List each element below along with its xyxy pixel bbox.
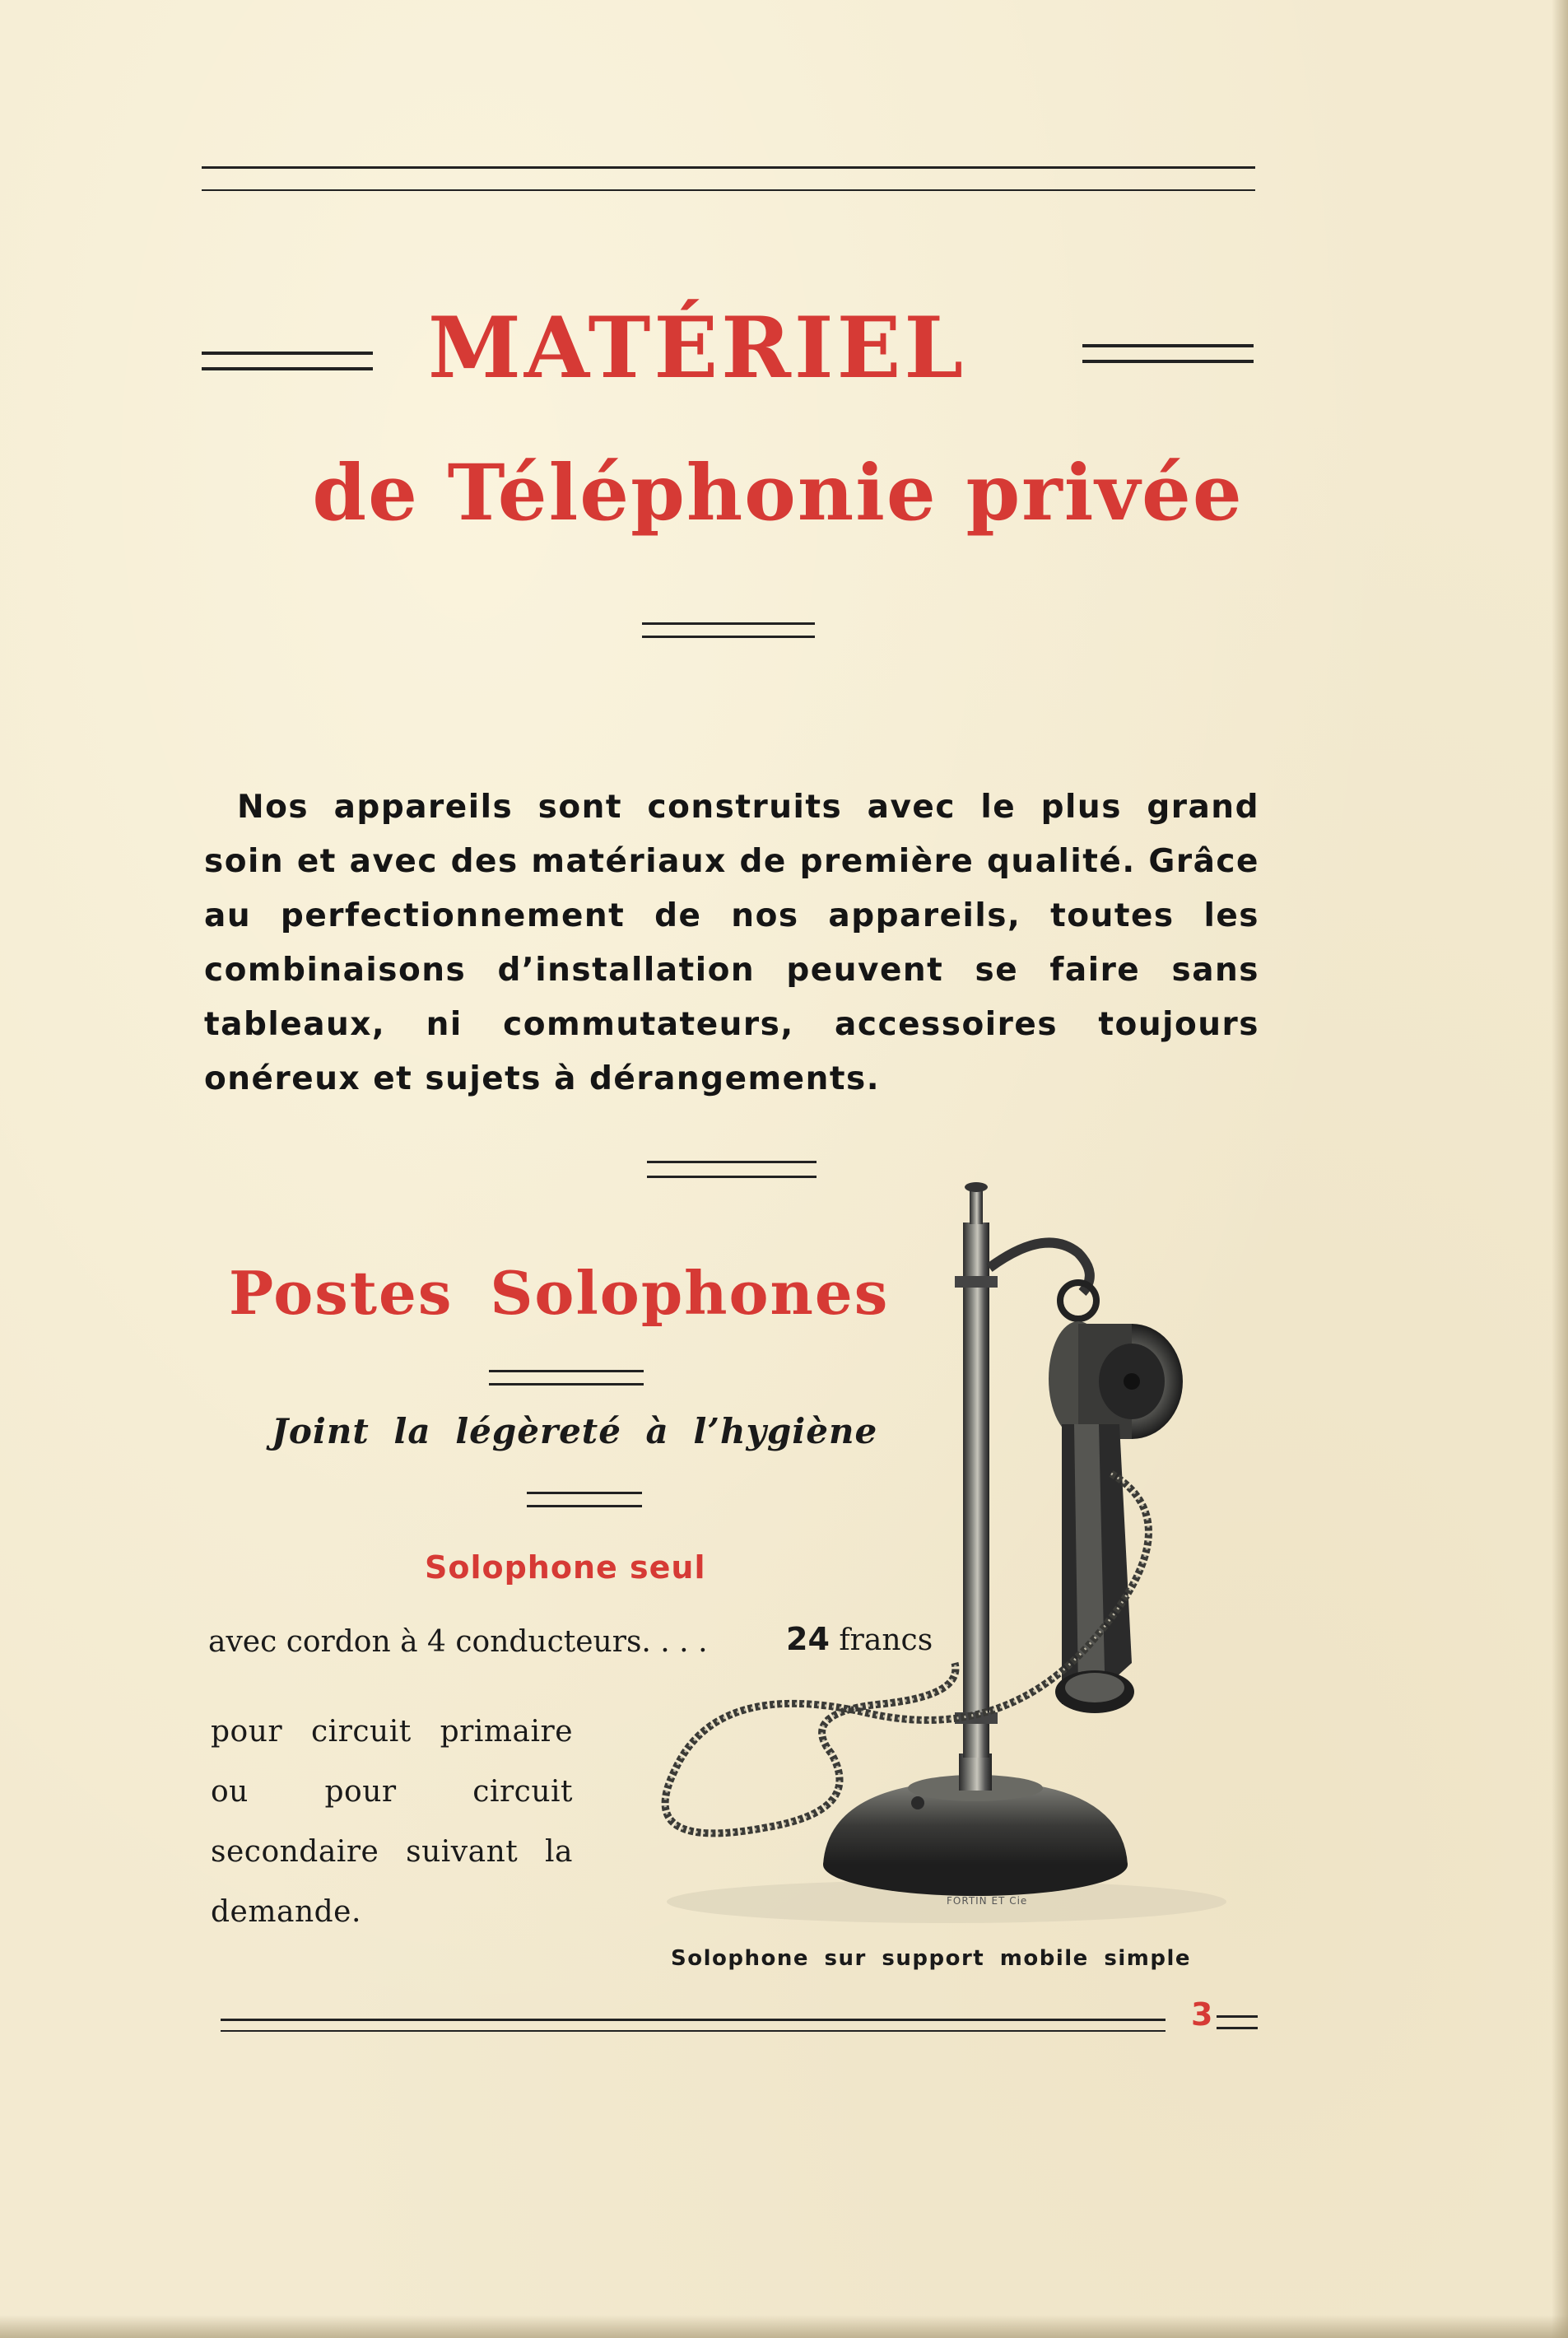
price-unit: francs (839, 1623, 933, 1657)
intro-paragraph: Nos appareils sont construits avec le plus grand soin et avec des matériaux de première qualité. Grâce au perfectionnement de nos appareils, toutes les combinaisons d’installation peuvent se faire sans tableaux, ni commutateurs, accessoires toujours onéreux et sujets à dérangements. (204, 789, 1259, 1097)
product-description: pour circuit primaire ou pour circuit secondaire suivant la demande. (211, 1715, 573, 1929)
bottom-rule-lower (221, 2030, 1166, 2032)
price-value: 24 (786, 1621, 830, 1657)
ornament-rule-1 (642, 622, 815, 625)
page-title: MATÉRIEL (428, 299, 967, 398)
page-number: 3 (1191, 1996, 1213, 2033)
section-title: Postes Solophones (229, 1258, 890, 1328)
illustration-caption: Solophone sur support mobile simple (671, 1946, 1191, 1971)
ornament-rule-2 (642, 636, 815, 638)
page-edge-bottom (0, 2315, 1568, 2338)
ornament-rule-3 (647, 1161, 817, 1163)
section-tagline: Joint la légèreté à l’hygiène (272, 1411, 878, 1451)
top-rule-upper (202, 166, 1255, 169)
page-subtitle: de Téléphonie privée (312, 448, 1244, 538)
product-name: Solophone seul (425, 1549, 706, 1586)
top-rule-lower (202, 189, 1255, 191)
page-edge-right (1552, 0, 1568, 2338)
title-rule-left-2 (202, 367, 373, 370)
page-number-rule-1 (1217, 2015, 1258, 2018)
page-number-rule-2 (1217, 2027, 1258, 2029)
title-rule-right-2 (1082, 360, 1254, 363)
bottom-rule-upper (221, 2019, 1166, 2021)
engraver-imprint: FORTIN ET Cie (947, 1895, 1028, 1907)
title-rule-right-1 (1082, 344, 1254, 347)
title-rule-left-1 (202, 352, 373, 355)
price-line: avec cordon à 4 conducteurs. . . . (208, 1625, 708, 1659)
solophone-illustration (617, 1177, 1268, 1935)
